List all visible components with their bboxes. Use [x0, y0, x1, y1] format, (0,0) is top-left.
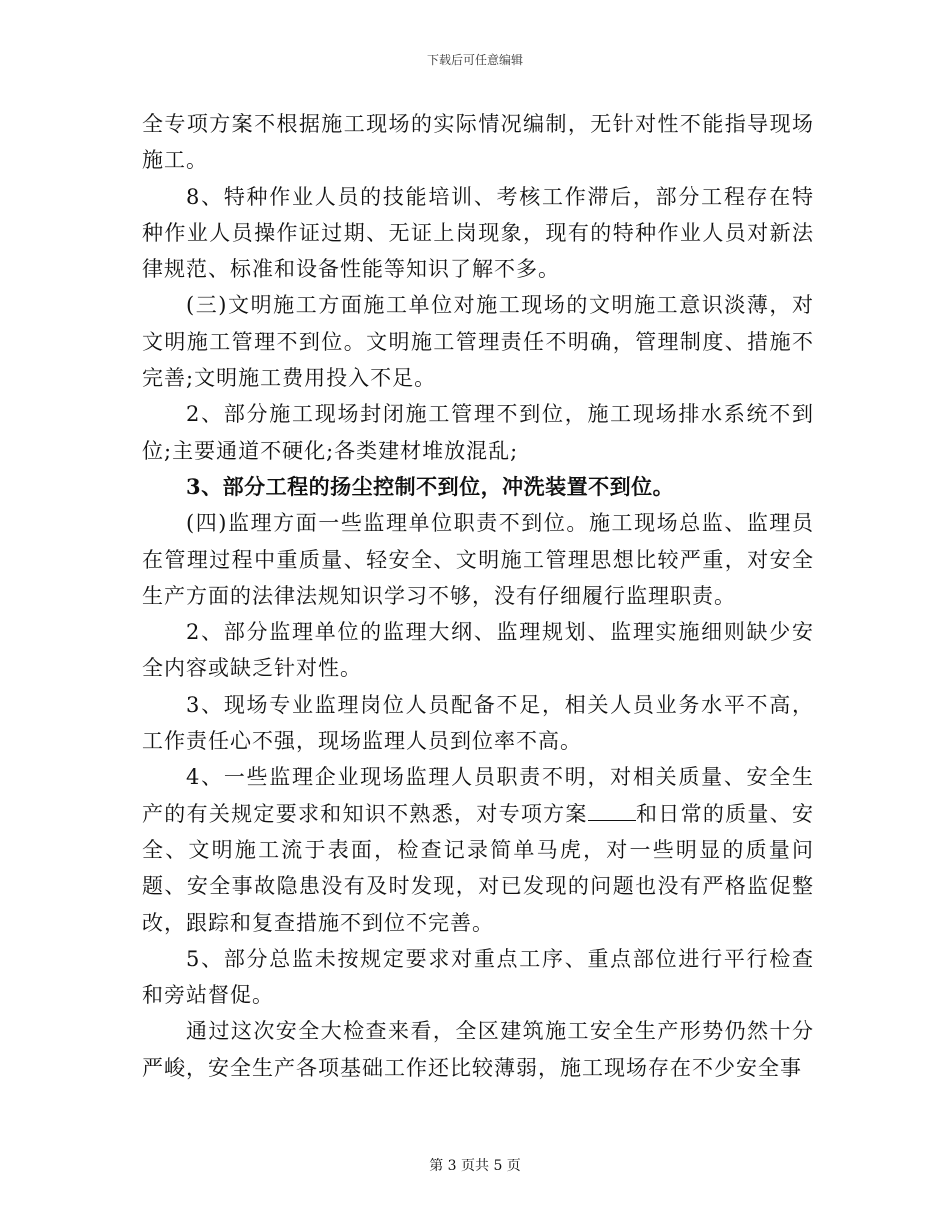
paragraph-item-4-duties	[142, 759, 814, 940]
paragraph-item-2-supervision: 2、部分监理单位的监理大纲、监理规划、监理实施细则缺少安全内容或缺乏针对性。	[142, 620, 814, 681]
paragraph-item-3-dust: 3、部分工程的扬尘控制不到位，冲洗装置不到位。	[186, 473, 675, 499]
page-header: 下载后可任意编辑	[426, 53, 523, 67]
paragraph-item-4-text-after: 和日常的质量、安全、文明施工流于表面，检查记录简单马虎，对一些明显的质量问题、安全事故隐患没有及时发现，对已发现的问题也没有严格监促整改，跟踪和复查措施不到位不完善。	[142, 801, 815, 935]
paragraph-section-3: (三)文明施工方面施工单位对施工现场的文明施工意识淡薄，对文明施工管理不到位。文明施工管理责任不明确，管理制度、措施不完善;文明施工费用投入不足。	[142, 293, 814, 391]
paragraph-item-2-site: 2、部分施工现场封闭施工管理不到位，施工现场排水系统不到位;主要通道不硬化;各类建材堆放混乱;	[142, 402, 814, 463]
paragraph-section-4: (四)监理方面一些监理单位职责不到位。施工现场总监、监理员在管理过程中重质量、轻安全、文明施工管理思想比较严重，对安全生产方面的法律法规知识学习不够，没有仔细履行监理职责。	[142, 511, 814, 608]
paragraph-continued: 全专项方案不根据施工现场的实际情况编制，无针对性不能指导现场施工。	[142, 112, 814, 173]
paragraph-item-4-text-before: 4、一些监理企业现场监理人员职责不明，对相关质量、安全生产的有关规定要求和知识不熟悉，对专项方案	[142, 765, 814, 826]
paragraph-conclusion: 通过这次安全大检查来看，全区建筑施工安全生产形势仍然十分严峻，安全生产各项基础工作还比较薄弱，施工现场存在不少安全事	[142, 1019, 814, 1080]
fill-in-blank	[588, 802, 636, 821]
document-body	[142, 106, 814, 1086]
page-footer: 第 3 页共 5 页	[429, 1158, 521, 1174]
paragraph-item-3-staffing: 3、现场专业监理岗位人员配备不足，相关人员业务水平不高，工作责任心不强，现场监理人员到位率不高。	[142, 692, 814, 754]
paragraph-item-8: 8、特种作业人员的技能培训、考核工作滞后，部分工程存在特种作业人员操作证过期、无证上岗现象，现有的特种作业人员对新法律规范、标准和设备性能等知识了解不多。	[142, 184, 814, 282]
paragraph-item-5: 5、部分总监未按规定要求对重点工序、重点部位进行平行检查和旁站督促。	[142, 946, 814, 1008]
